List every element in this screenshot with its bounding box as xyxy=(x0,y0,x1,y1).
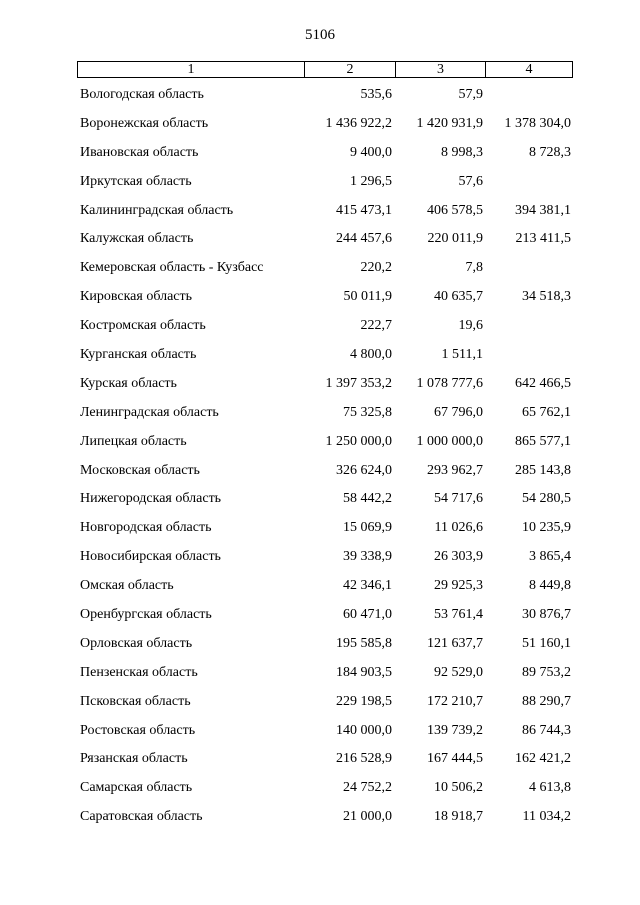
column-2-value-cell: 229 198,5 xyxy=(336,693,392,709)
page-number: 5106 xyxy=(305,27,335,43)
column-4-value-cell: 34 518,3 xyxy=(522,289,571,305)
column-3-value-cell: 293 962,7 xyxy=(427,462,483,478)
column-2-value-cell: 216 528,9 xyxy=(336,751,392,767)
column-2-value-cell: 21 000,0 xyxy=(343,809,392,825)
table-row xyxy=(0,288,640,317)
table-row xyxy=(0,635,640,664)
column-3-value-cell: 8 998,3 xyxy=(441,144,483,160)
column-2-value-cell: 195 585,8 xyxy=(336,635,392,651)
region-name-cell: Ленинградская область xyxy=(80,404,219,420)
region-name-cell: Нижегородская область xyxy=(80,491,222,507)
column-3-value-cell: 67 796,0 xyxy=(434,404,483,420)
column-4-value-cell: 51 160,1 xyxy=(522,635,571,651)
table-header xyxy=(77,61,573,78)
column-4-value-cell: 3 865,4 xyxy=(529,549,571,565)
region-name-cell: Костромская область xyxy=(80,318,206,334)
column-3-value-cell: 19,6 xyxy=(458,318,483,334)
region-name-cell: Оренбургская область xyxy=(80,607,212,623)
column-2-value-cell: 50 011,9 xyxy=(343,289,392,305)
region-name-cell: Московская область xyxy=(80,462,200,478)
table-body xyxy=(0,86,640,837)
column-3-value-cell: 220 011,9 xyxy=(427,231,483,247)
region-name-cell: Рязанская область xyxy=(80,751,188,767)
table-row xyxy=(0,173,640,202)
column-3-value-cell: 1 420 931,9 xyxy=(416,115,483,131)
table-row xyxy=(0,519,640,548)
region-name-cell: Самарская область xyxy=(80,780,193,796)
table-row xyxy=(0,577,640,606)
region-name-cell: Липецкая область xyxy=(80,433,187,449)
region-name-cell: Воронежская область xyxy=(80,115,209,131)
column-header-2: 2 xyxy=(305,62,396,77)
column-4-value-cell: 88 290,7 xyxy=(522,693,571,709)
column-4-value-cell: 65 762,1 xyxy=(522,404,571,420)
region-name-cell: Ростовская область xyxy=(80,722,196,738)
column-2-value-cell: 4 800,0 xyxy=(350,347,392,363)
column-3-value-cell: 57,6 xyxy=(458,173,483,189)
column-4-value-cell: 86 744,3 xyxy=(522,722,571,738)
column-2-value-cell: 1 250 000,0 xyxy=(325,433,392,449)
column-3-value-cell: 1 078 777,6 xyxy=(416,375,483,391)
column-2-value-cell: 24 752,2 xyxy=(343,780,392,796)
column-3-value-cell: 167 444,5 xyxy=(427,751,483,767)
table-row xyxy=(0,230,640,259)
column-3-value-cell: 172 210,7 xyxy=(427,693,483,709)
table-row xyxy=(0,375,640,404)
region-name-cell: Кемеровская область - Кузбасс xyxy=(80,260,264,276)
column-4-value-cell: 213 411,5 xyxy=(515,231,571,247)
table-row xyxy=(0,548,640,577)
table-row xyxy=(0,490,640,519)
column-3-value-cell: 1 511,1 xyxy=(441,347,483,363)
region-name-cell: Саратовская область xyxy=(80,809,203,825)
table-row xyxy=(0,462,640,491)
table-row xyxy=(0,433,640,462)
column-4-value-cell: 1 378 304,0 xyxy=(504,115,571,131)
column-2-value-cell: 244 457,6 xyxy=(336,231,392,247)
table-row xyxy=(0,346,640,375)
column-2-value-cell: 1 296,5 xyxy=(350,173,392,189)
column-4-value-cell: 865 577,1 xyxy=(515,433,571,449)
region-name-cell: Орловская область xyxy=(80,635,193,651)
column-3-value-cell: 26 303,9 xyxy=(434,549,483,565)
column-3-value-cell: 7,8 xyxy=(465,260,483,276)
region-name-cell: Новгородская область xyxy=(80,520,212,536)
column-2-value-cell: 220,2 xyxy=(360,260,392,276)
region-name-cell: Вологодская область xyxy=(80,87,204,102)
region-name-cell: Пензенская область xyxy=(80,664,198,680)
column-4-value-cell: 285 143,8 xyxy=(515,462,571,478)
column-2-value-cell: 140 000,0 xyxy=(336,722,392,738)
table-row xyxy=(0,404,640,433)
column-2-value-cell: 415 473,1 xyxy=(336,202,392,218)
column-2-value-cell: 9 400,0 xyxy=(350,144,392,160)
column-2-value-cell: 326 624,0 xyxy=(336,462,392,478)
column-2-value-cell: 1 436 922,2 xyxy=(325,115,392,131)
table-row xyxy=(0,86,640,115)
region-name-cell: Калининградская область xyxy=(80,202,234,218)
column-3-value-cell: 406 578,5 xyxy=(427,202,483,218)
column-4-value-cell: 4 613,8 xyxy=(529,780,571,796)
column-3-value-cell: 18 918,7 xyxy=(434,809,483,825)
column-4-value-cell: 30 876,7 xyxy=(522,607,571,623)
column-header-4: 4 xyxy=(525,62,533,77)
column-2-value-cell: 184 903,5 xyxy=(336,664,392,680)
column-3-value-cell: 57,9 xyxy=(458,87,483,102)
column-3-value-cell: 53 761,4 xyxy=(434,607,483,623)
column-3-value-cell: 139 739,2 xyxy=(427,722,483,738)
table-row xyxy=(0,202,640,231)
column-4-value-cell: 54 280,5 xyxy=(522,491,571,507)
column-2-value-cell: 75 325,8 xyxy=(343,404,392,420)
table-row xyxy=(0,750,640,779)
region-name-cell: Курская область xyxy=(80,375,177,391)
region-name-cell: Калужская область xyxy=(80,231,194,247)
column-4-value-cell: 162 421,2 xyxy=(515,751,571,767)
table-row xyxy=(0,317,640,346)
region-name-cell: Новосибирская область xyxy=(80,549,221,565)
column-2-value-cell: 1 397 353,2 xyxy=(325,375,392,391)
column-4-value-cell: 8 449,8 xyxy=(529,578,571,594)
region-name-cell: Псковская область xyxy=(80,693,191,709)
table-row xyxy=(0,606,640,635)
column-4-value-cell: 8 728,3 xyxy=(529,144,571,160)
column-4-value-cell: 11 034,2 xyxy=(522,809,571,825)
column-2-value-cell: 222,7 xyxy=(360,318,392,334)
region-name-cell: Омская область xyxy=(80,578,174,594)
table-row xyxy=(0,144,640,173)
column-4-value-cell: 89 753,2 xyxy=(522,664,571,680)
region-name-cell: Ивановская область xyxy=(80,144,199,160)
column-2-value-cell: 42 346,1 xyxy=(343,578,392,594)
column-3-value-cell: 121 637,7 xyxy=(427,635,483,651)
column-2-value-cell: 39 338,9 xyxy=(343,549,392,565)
column-4-value-cell: 10 235,9 xyxy=(522,520,571,536)
column-3-value-cell: 29 925,3 xyxy=(434,578,483,594)
column-3-value-cell: 92 529,0 xyxy=(434,664,483,680)
column-header-1: 1 xyxy=(78,62,305,77)
column-4-value-cell: 394 381,1 xyxy=(515,202,571,218)
column-2-value-cell: 58 442,2 xyxy=(343,491,392,507)
table-row xyxy=(0,779,640,808)
column-3-value-cell: 11 026,6 xyxy=(434,520,483,536)
column-3-value-cell: 54 717,6 xyxy=(434,491,483,507)
table-row xyxy=(0,808,640,837)
column-2-value-cell: 60 471,0 xyxy=(343,607,392,623)
column-3-value-cell: 10 506,2 xyxy=(434,780,483,796)
column-3-value-cell: 40 635,7 xyxy=(434,289,483,305)
column-2-value-cell: 535,6 xyxy=(360,87,392,102)
column-4-value-cell: 642 466,5 xyxy=(515,375,571,391)
region-name-cell: Кировская область xyxy=(80,289,193,305)
table-row xyxy=(0,259,640,288)
table-row xyxy=(0,664,640,693)
table-row xyxy=(0,693,640,722)
region-name-cell: Курганская область xyxy=(80,347,197,363)
column-header-3: 3 xyxy=(396,62,486,77)
region-name-cell: Иркутская область xyxy=(80,173,192,189)
table-row xyxy=(0,722,640,751)
table-row xyxy=(0,115,640,144)
column-3-value-cell: 1 000 000,0 xyxy=(416,433,483,449)
column-2-value-cell: 15 069,9 xyxy=(343,520,392,536)
